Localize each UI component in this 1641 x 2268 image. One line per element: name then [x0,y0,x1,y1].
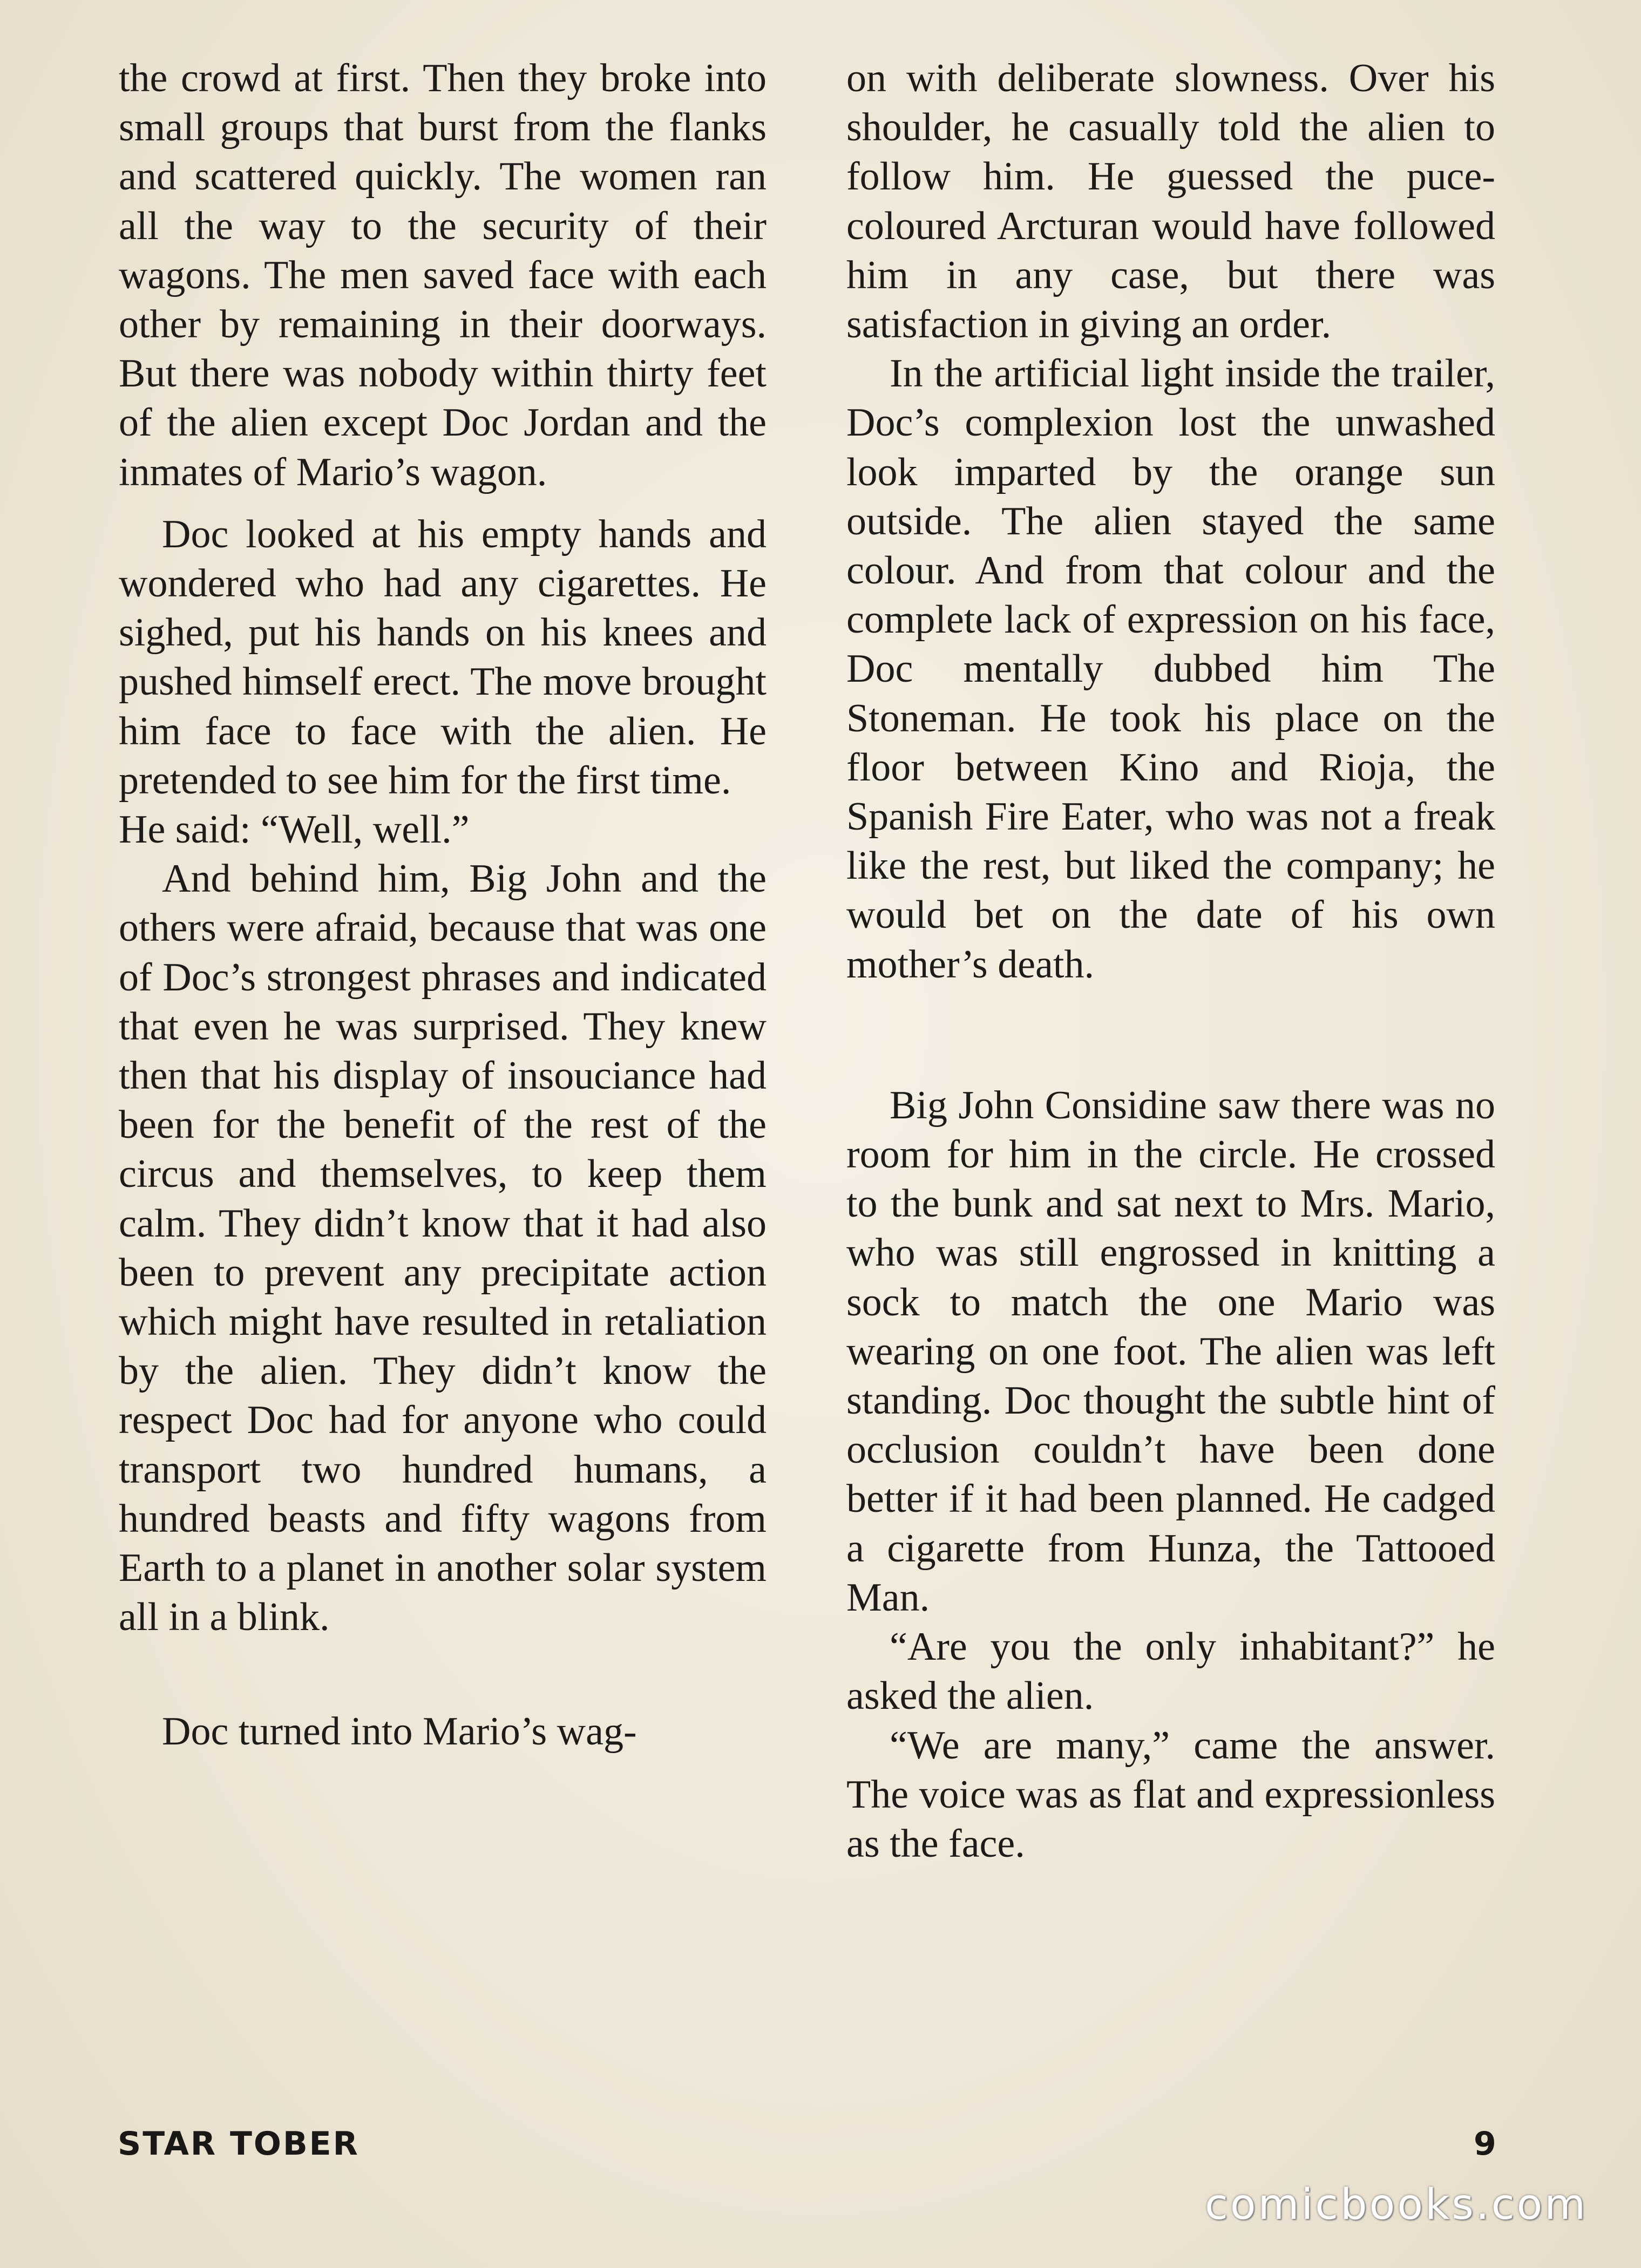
paragraph: on with deliberate slowness. Over his shoulder, he casually told the alien to follow him. He guessed the puce-coloured Arcturan would have followed him in any case, but there was satisfaction in giving an order. [846,56,1495,347]
paragraph: “Are you the only inhabitant?” he asked the alien. [846,1625,1495,1719]
left-text-column [119,54,767,1756]
paragraph: Big John Considine saw there was no room for him in the circle. He crossed to the bunk and sat next to Mrs. Mario, who was still engrossed in knitting a sock to match the one Mario was wearing on one foot. The alien was left standing. Doc thought the subtle hint of occlusion couldn’t have been done better if it had been planned. He cadged a cigarette from Hunza, the Tattooed Man. [846,1083,1495,1620]
paragraph: Doc looked at his empty hands and wondered who had any cigarettes. He sighed, put his hands on his knees and pushed himself erect. The move brought him face to face with the alien. He pretended to see him for the first time. [119,512,767,803]
right-text-column [846,54,1495,1869]
paragraph: He said: “Well, well.” [119,807,470,852]
paragraph: the crowd at first. Then they broke into small groups that burst from the flanks and scattered quickly. The women ran all the way to the security of their wagons. The men saved face with each other by remaining in their doorways. But there was nobody within thirty feet of the alien except Doc Jordan and the inmates of Mario’s wagon. [119,56,767,494]
site-watermark: comicbooks.com [1205,2181,1588,2229]
paragraph: And behind him, Big John and the others were afraid, because that was one of Doc’s strongest phrases and indicated that even he was surprised. They knew then that his display of insouciance had been for the benefit of the rest of the circus and themselves, to keep them calm. They didn’t know that it had also been to prevent any precipitate action which might have resulted in retaliation by the alien. They didn’t know the respect Doc had for anyone who could transport two hundred humans, a hundred beasts and fifty wagons from Earth to a planet in another solar system all in a blink. [119,857,767,1640]
paragraph: Doc turned into Mario’s wag- [162,1709,637,1754]
publication-title: STAR TOBER [118,2125,360,2163]
page-number: 9 [1474,2125,1498,2163]
paragraph: “We are many,” came the answer. The voice was as flat and expressionless as the face. [846,1723,1495,1866]
paragraph: In the artificial light inside the trailer, Doc’s complexion lost the unwashed look imparted by the orange sun outside. The alien stayed the same colour. And from that colour and the complete lack of expression on his face, Doc mentally dubbed him The Stoneman. He took his place on the floor between Kino and Rioja, the Spanish Fire Eater, who was not a freak like the rest, but liked the company; he would bet on the date of his own mother’s death. [846,351,1495,987]
